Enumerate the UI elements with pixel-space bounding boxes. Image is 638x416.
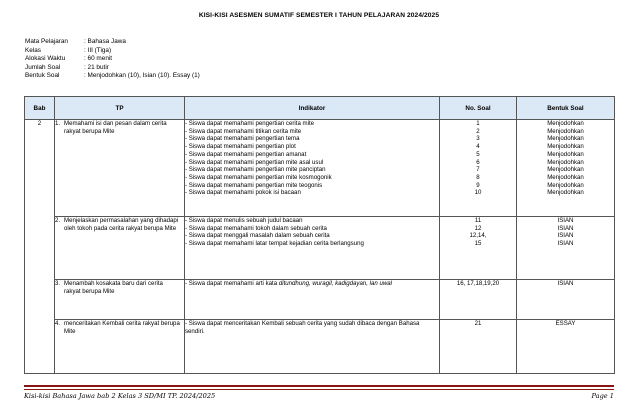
- no-soal-value: 6: [476, 158, 480, 166]
- document-title: KISI-KISI ASESMEN SUMATIF SEMESTER I TAHUN PELAJARAN 2024/2025: [198, 12, 440, 19]
- bentuk-soal-cell: [517, 280, 615, 320]
- bentuk-soal-value: Menjodohkan: [547, 120, 584, 127]
- tp-line: oleh tokoh pada cerita rakyat berupa Mite: [64, 224, 177, 232]
- indicator-line: - Siswa dapat memahami pengertian plot: [185, 143, 296, 151]
- info-row-bentuk: [25, 72, 200, 81]
- indicator-line: - Siswa dapat memahami pengertian cerita mite: [185, 120, 315, 127]
- table-row: [25, 320, 615, 374]
- footer-divider-thin: [24, 389, 614, 390]
- bentuk-soal-value: ISIAN: [557, 224, 574, 232]
- no-soal-value: 16, 17,18,19,20: [456, 280, 500, 287]
- info-value: : III (Tiga): [84, 46, 112, 54]
- bentuk-soal-value: Menjodohkan: [547, 181, 584, 189]
- tp-number: 1.: [55, 120, 61, 127]
- info-key: Kelas: [25, 46, 41, 54]
- page-number: Page 1: [591, 392, 614, 400]
- bentuk-soal-value: ESSAY: [555, 320, 576, 327]
- indicator-line: - Siswa dapat menceritakan Kembali sebuah cerita yang sudah dibaca dengan Bahasa: [185, 320, 420, 327]
- footer-divider-thick: [24, 385, 614, 387]
- indikator-cell: [185, 120, 440, 217]
- bentuk-soal-value: Menjodohkan: [547, 189, 584, 197]
- indikator-cell: [185, 320, 440, 374]
- no-soal-cell: [440, 320, 517, 374]
- tp-text: [64, 217, 178, 232]
- no-soal-cell: [440, 217, 517, 280]
- info-row-jumlah: [25, 64, 200, 73]
- bentuk-soal-value: ISIAN: [557, 232, 574, 240]
- info-key: Jumlah Soal: [25, 63, 61, 71]
- indicator-line: - Siswa dapat menggali masalah dalam sebuah cerita: [185, 232, 330, 240]
- tp-number: 2.: [55, 217, 61, 224]
- bentuk-soal-cell: [517, 320, 615, 374]
- bentuk-soal-value: Menjodohkan: [547, 127, 584, 135]
- no-soal-value: 3: [476, 135, 480, 143]
- no-soal-value: 21: [474, 320, 482, 327]
- no-soal-value: 5: [476, 150, 480, 158]
- indicator-line: - Siswa dapat memahami pengertian tema: [185, 135, 300, 143]
- table-header-row: [25, 97, 615, 120]
- info-row-kelas: [25, 47, 200, 56]
- indicator-line: - Siswa dapat memahami pengertian mite asal usul: [185, 158, 324, 166]
- bentuk-soal-value: ISIAN: [557, 217, 574, 224]
- info-value: : Menjodohkan (10), Isian (10). Essay (1): [84, 72, 200, 80]
- tp-cell: [55, 120, 185, 217]
- indicator-line: - Siswa dapat memahami latar tempat kejadian cerita berlangsung: [185, 240, 364, 248]
- tp-line: menceritakan Kembali cerita rakyat berupa: [64, 320, 180, 327]
- bentuk-soal-value: Menjodohkan: [547, 158, 584, 166]
- tp-line: Mite: [64, 327, 76, 335]
- table-row: [25, 120, 615, 217]
- footer-doc-title: Kisi-kisi Bahasa Jawa bab 2 Kelas 3 SD/MI TP. 2024/2025: [24, 392, 216, 400]
- bentuk-soal-value: Menjodohkan: [547, 166, 584, 174]
- indicator-line: - Siswa dapat memahami pengertian mite kosmogonik: [185, 173, 332, 181]
- tp-line: Memahami isi dan pesan dalam cerita: [64, 120, 167, 127]
- bab-cell: 2: [25, 120, 55, 374]
- info-block: [25, 38, 200, 81]
- header-no-soal: No. Soal: [440, 97, 517, 120]
- tp-number: 4.: [55, 320, 61, 327]
- tp-line: rakyat berupa Mite: [64, 127, 115, 135]
- tp-line: Menambah kosakata baru dari cerita: [64, 280, 163, 287]
- bentuk-soal-value: ISIAN: [557, 280, 574, 287]
- info-row-alokasi: [25, 55, 200, 64]
- indikator-cell: [185, 280, 440, 320]
- tp-line: Menjelaskan permasalahan yang dihadapi: [64, 217, 179, 224]
- info-key: Bentuk Soal: [25, 72, 60, 80]
- indicator-italic-words: ditundhung, wuragil, kadigdayan, lan uwal: [278, 280, 392, 287]
- no-soal-value: 9: [476, 181, 480, 189]
- info-key: Alokasi Waktu: [25, 55, 66, 63]
- info-value: : Bahasa Jawa: [84, 38, 126, 45]
- indicator-line: - Siswa dapat memahami titikan cerita mite: [185, 127, 302, 135]
- table-row: [25, 280, 615, 320]
- no-soal-value: 12: [474, 224, 482, 232]
- info-row-mapel: [25, 38, 200, 47]
- indikator-cell: [185, 217, 440, 280]
- tp-cell: [55, 280, 185, 320]
- indicator-line: - Siswa dapat memahami pokok isi bacaan: [185, 189, 301, 197]
- no-soal-value: 12,14,: [469, 232, 487, 240]
- info-value: : 60 menit: [84, 55, 113, 63]
- info-key: Mata Pelajaran: [25, 38, 68, 45]
- bentuk-soal-value: Menjodohkan: [547, 173, 584, 181]
- indicator-text: - Siswa dapat memahami arti kata: [185, 280, 279, 287]
- indicator-line: - Siswa dapat memahami pengertian mite panciptan: [185, 166, 326, 174]
- header-bab: Bab: [25, 97, 55, 120]
- tp-text: [64, 280, 163, 295]
- no-soal-value: 15: [474, 240, 482, 248]
- bentuk-soal-value: Menjodohkan: [547, 150, 584, 158]
- tp-line: rakyat berupa Mite: [64, 287, 115, 295]
- indicator-line: - Siswa dapat memahami tokoh dalam sebuah cerita: [185, 224, 327, 232]
- header-bentuk-soal: Bentuk Soal: [517, 97, 615, 120]
- bentuk-soal-value: ISIAN: [557, 240, 574, 248]
- no-soal-value: 1: [476, 120, 480, 127]
- bentuk-soal-cell: [517, 120, 615, 217]
- indicator-line: - Siswa dapat menulis sebuah judul bacaan: [185, 217, 303, 224]
- tp-text: [64, 120, 167, 135]
- no-soal-value: 8: [476, 173, 480, 181]
- no-soal-value: 11: [474, 217, 482, 224]
- bentuk-soal-value: Menjodohkan: [547, 135, 584, 143]
- tp-text: [64, 320, 180, 335]
- header-indikator: Indikator: [185, 97, 440, 120]
- tp-cell: [55, 320, 185, 374]
- no-soal-cell: [440, 120, 517, 217]
- indicator-line: sendiri.: [185, 327, 205, 335]
- tp-number: 3.: [55, 280, 61, 287]
- no-soal-value: 7: [476, 166, 480, 174]
- table-row: [25, 217, 615, 280]
- page-footer: [24, 392, 614, 400]
- no-soal-value: 4: [476, 143, 480, 151]
- no-soal-value: 10: [474, 189, 482, 197]
- info-value: : 21 butir: [84, 63, 109, 71]
- indicator-line: [185, 280, 439, 288]
- tp-cell: [55, 217, 185, 280]
- bentuk-soal-value: Menjodohkan: [547, 143, 584, 151]
- bentuk-soal-cell: [517, 217, 615, 280]
- header-tp: TP: [55, 97, 185, 120]
- indicator-line: - Siswa dapat memahami pengertian amanat: [185, 150, 307, 158]
- no-soal-value: 2: [476, 127, 480, 135]
- no-soal-cell: [440, 280, 517, 320]
- indicator-line: - Siswa dapat memahami pengertian mite teogonis: [185, 181, 323, 189]
- kisi-kisi-table: [24, 96, 615, 374]
